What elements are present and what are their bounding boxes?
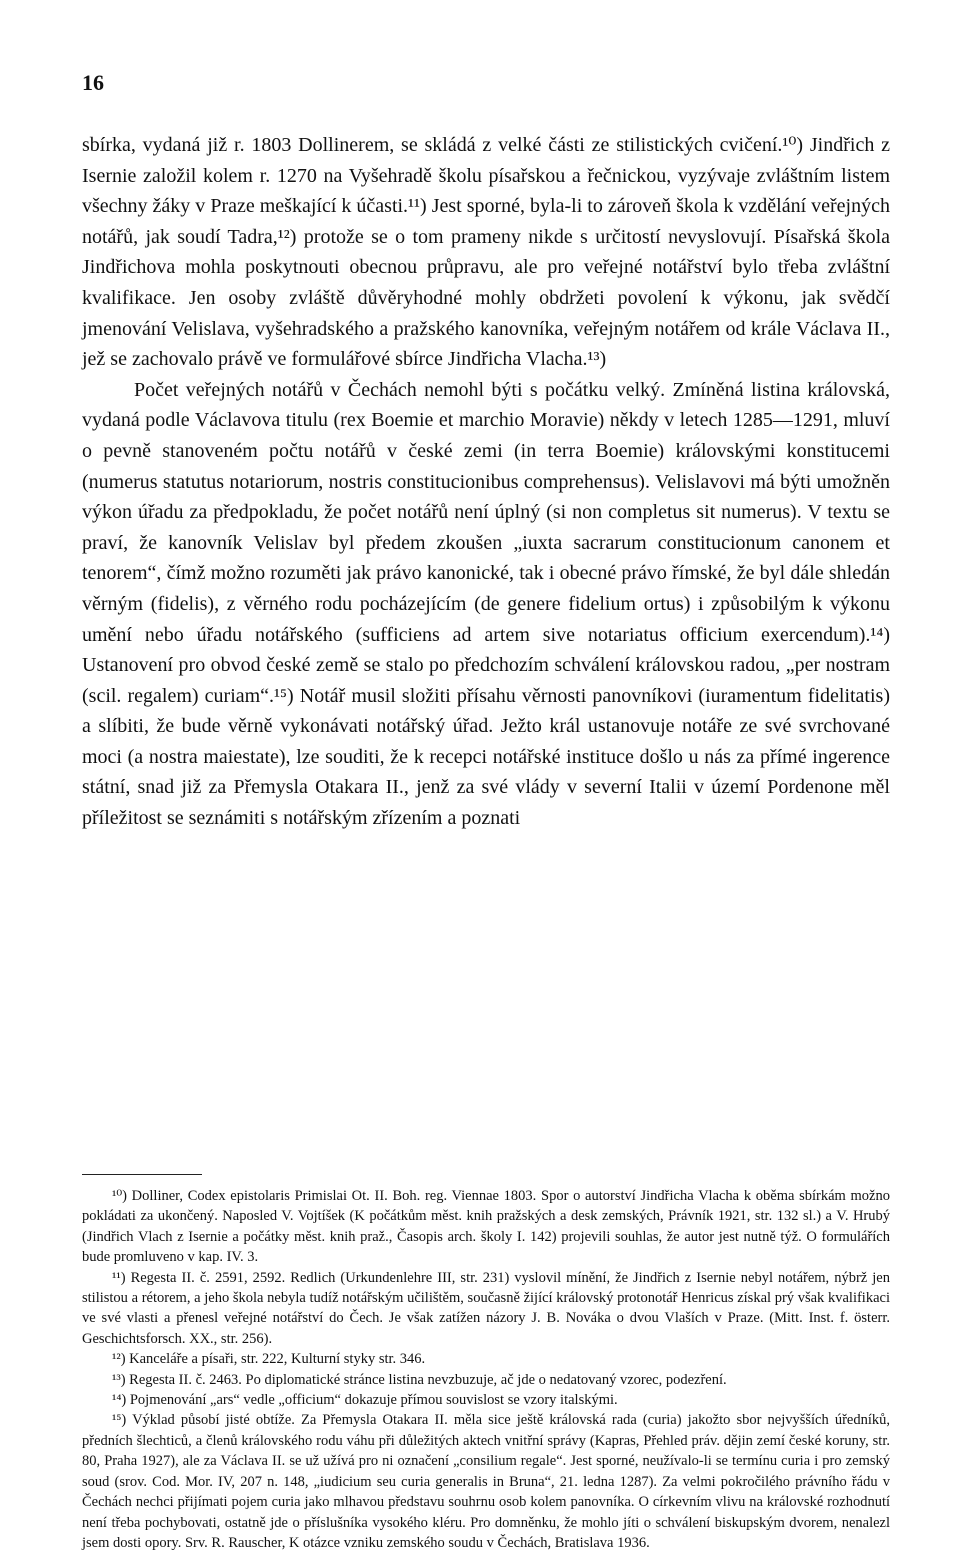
footnote-11: ¹¹) Regesta II. č. 2591, 2592. Redlich (Urkundenlehre III, str. 231) vyslovil mínění, že Jindřich z Isernie nebyl notářem, nýbrž jen stilistou a rétorem, a jeho škola nebyla tudíž notářským učilištěm, současně žijící královský protonotář Henricus získal prý však kvalifikaci ve své vlasti a přenesl veřejné notářství do Čech. Je však zatížen názory J. B. Nováka o dvou Vlaších v Praze. (Mitt. Inst. f. österr. Geschichtsforsch. XX., str. 256). <box>82 1269 890 1347</box>
footnotes <box>82 1186 890 1553</box>
footnote-14: ¹⁴) Pojmenování „ars“ vedle „officium“ dokazuje přímou souvislost se vzory italskými. <box>112 1392 618 1409</box>
body-text <box>82 130 890 834</box>
paragraph-2: Počet veřejných notářů v Čechách nemohl býti s počátku velký. Zmíněná listina královská, vydaná podle Václavova titulu (rex Boemie et marchio Moravie) někdy v letech 1285—1291, mluví o pevně stanoveném počtu notářů v české zemi (in terra Boemie) královskými konstitucemi (numerus statutus notariorum, nostris constitucionibus comprehensus). Velislavovi má býti umožněn výkon úřadu za předpokladu, že počet notářů není úplný (si non completus sit numerus). V textu se praví, že kanovník Velislav byl předem zkoušen „iuxta sacrarum constitucionum canonem et tenorem“, čímž možno rozuměti jak právo kanonické, tak i obecné právo římské, že byl dále shledán věrným (fidelis), z věrného rodu pocházejícím (de genere fidelium ortus) i způsobilým k výkonu umění nebo úřadu notářského (sufficiens ad artem sive notariatus officium exercendum).¹⁴) Ustanovení pro obvod české země se stalo po předchozím schválení královskou radou, „per nostram (scil. regalem) curiam“.¹⁵) Notář musil složiti přísahu věrnosti panovníkovi (iuramentum fidelitatis) a slíbiti, že bude věrně vykonávati notářský úřad. Ježto král ustanovuje notáře ze své svrchované moci (a nostra maiestate), lze souditi, že k recepci notářské instituce došlo u nás za přímé ingerence státní, snad již za Přemysla Otakara II., jenž za své vlády v severní Italii v území Pordenone měl příležitost se seznámiti s notářským zřízením a poznati <box>82 378 890 830</box>
footnote-divider <box>82 1174 202 1175</box>
footnote-15: ¹⁵) Výklad působí jisté obtíže. Za Přemysla Otakara II. měla sice ještě královská rada (curia) jakožto sbor nejvyšších úředníků, předních šlechticů, a členů královského rodu váhu při důležitých aktech vnitřní správy (Kapras, Přehled práv. dějin zemí české koruny, str. 80, Praha 1927), ale za Václava II. se už užívá pro ni označení „consilium regale“. Jest sporné, neužívalo-li se termínu curia i pro zemský soud (srov. Cod. Mor. IV, 207 n. 148, „iudicium seu curia generalis in Bruna“, 21. ledna 1287). Za velmi pokročilého právního řádu v Čechách nechci přijímati pojem curia jako mlhavou představu souhrnu osob kolem panovníka. O církevním vlivu na královské rozhodnutí není třeba pochybovati, ostatně jde o příslušníka vysokého kléru. Pro domněnku, že mohlo jíti o schválení biskupským dvorem, nenalezl jsem dosti opory. Srv. R. Rauscher, K otázce vzniku zemského soudu v Čechách, Bratislava 1936. <box>82 1412 890 1551</box>
footnote-10: ¹⁰) Dolliner, Codex epistolaris Primislai Ot. II. Boh. reg. Viennae 1803. Spor o autorství Jindřicha Vlacha k oběma sbírkám možno pokládati za ukončený. Naposled V. Vojtíšek (K počátkům měst. knih pražských a desk zemských, Právník 1921, str. 132 sl.) a V. Hrubý (Jindřich Vlach z Isernie a počátky měst. knih praž., Časopis arch. školy I. 142) projevili souhlas, že autor jest nutně týž. O formulářích bude promluveno v kap. IV. 3. <box>82 1188 890 1266</box>
footnote-12: ¹²) Kanceláře a písaři, str. 222, Kulturní styky str. 346. <box>112 1351 426 1368</box>
footnote-13: ¹³) Regesta II. č. 2463. Po diplomatické stránce listina nevzbuzuje, ač jde o nedatovaný vzorec, podezření. <box>112 1371 727 1388</box>
page-number: 16 <box>82 70 104 95</box>
paragraph-1: sbírka, vydaná již r. 1803 Dollinerem, se skládá z velké části ze stilistických cvičení.¹⁰) Jindřich z Isernie založil kolem r. 1270 na Vyšehradě školu písařskou a řečnickou, vyzývaje zvláštním listem všechny žáky v Praze meškající k účasti.¹¹) Jest sporné, byla-li to zároveň škola k vzdělání veřejných notářů, jak soudí Tadra,¹²) protože se o tom prameny nikde s určitostí nevyslovují. Písařská škola Jindřichova mohla poskytnouti obecnou průpravu, ale pro veřejné notářství bylo třeba zvláštní kvalifikace. Jen osoby zvláště důvěryhodné mohly obdržeti povolení k výkonu, jak svědčí jmenování Velislava, vyšehradského a pražského kanovníka, veřejným notářem od krále Václava II., jež se zachovalo právě ve formulářové sbírce Jindřicha Vlacha.¹³) <box>82 134 890 371</box>
